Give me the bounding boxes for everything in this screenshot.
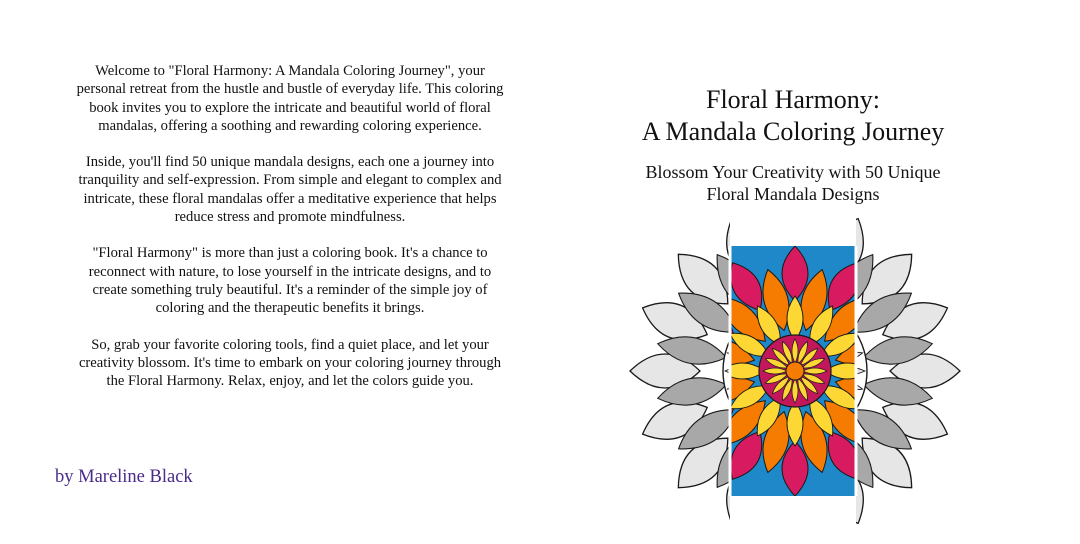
book-subtitle (560, 161, 1026, 205)
subtitle-line-1: Blossom Your Creativity with 50 Unique (645, 162, 941, 182)
front-cover-heading (560, 84, 1026, 205)
mandala-color-core (786, 362, 804, 380)
subtitle-line-2: Floral Mandala Designs (706, 184, 880, 204)
title-line-2: A Mandala Coloring Journey (641, 117, 945, 146)
blurb-paragraph: So, grab your favorite coloring tools, find a quiet place, and let your creativity blossom. It's time to embark on your coloring journey through the Floral Harmony. Relax, enjoy, and let the colors guide you. (78, 336, 502, 390)
title-line-1: Floral Harmony: (705, 85, 881, 114)
mandala-illustration (570, 206, 1020, 536)
book-title (560, 84, 1026, 148)
back-cover-blurb (70, 62, 510, 408)
blurb-paragraph: Welcome to "Floral Harmony: A Mandala Coloring Journey", your personal retreat from the hustle and bustle of everyday life. This coloring book invites you to explore the intricate and beautiful world of floral mandalas, offering a soothing and rewarding coloring experience. (76, 63, 504, 134)
blurb-paragraph: "Floral Harmony" is more than just a coloring book. It's a chance to reconnect with nature, to lose yourself in the intricate designs, and to create something truly beautiful. It's a reminder of the simple joy of coloring and the therapeutic benefits it brings. (88, 245, 492, 317)
author-byline: by Mareline Black (55, 467, 193, 487)
blurb-paragraph: Inside, you'll find 50 unique mandala designs, each one a journey into tranquility and self-expression. From simple and elegant to complex and intricate, these floral mandalas offer a meditative experience that helps reduce stress and promote mindfulness. (78, 154, 502, 226)
